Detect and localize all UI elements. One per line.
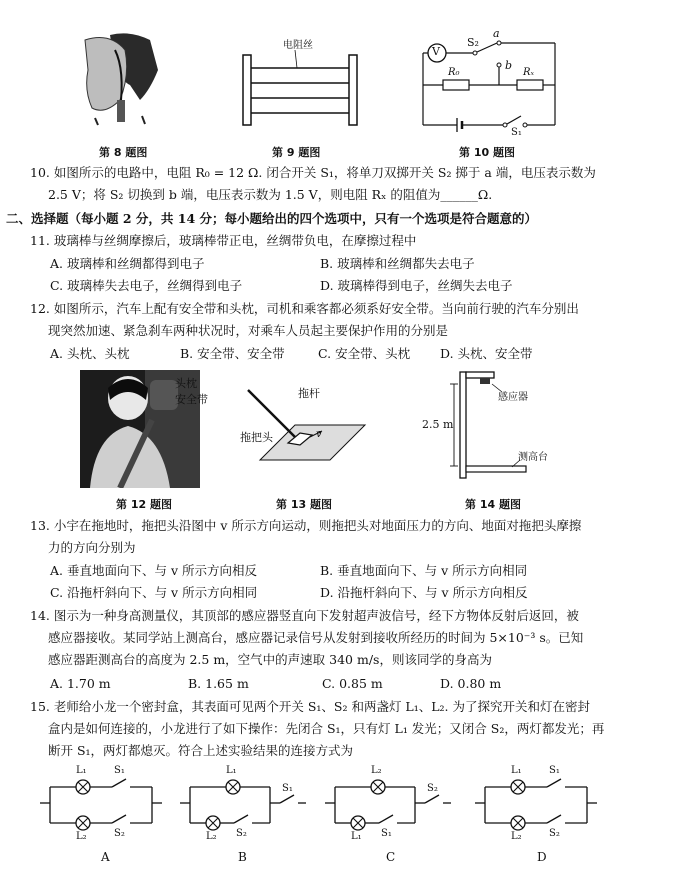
q15-circuit-a	[40, 765, 170, 845]
fig10-voltmeter-label: V	[432, 45, 440, 58]
q12-option-a: A. 头枕、头枕	[50, 346, 130, 361]
q15c-s2-label: S₂	[427, 783, 438, 794]
q12-line2: 现突然加速、紧急刹车两种状况时，对乘车人员起主要保护作用的分别是	[48, 323, 449, 338]
q13-option-b: B. 垂直地面向下、与 v 所示方向相同	[320, 563, 528, 578]
fig14-height-label: 2.5 m	[422, 418, 454, 431]
q15-option-c-label: C	[386, 850, 396, 864]
fig14-platform-label: 测高台	[518, 452, 548, 463]
q15-circuit-d	[475, 765, 605, 845]
fig12-headrest-label: 头枕	[175, 377, 197, 390]
q15-circuit-b	[180, 765, 310, 845]
q13-option-a: A. 垂直地面向下、与 v 所示方向相反	[50, 563, 257, 578]
q15a-s1-label: S₁	[114, 765, 125, 776]
fig10-r0-label: R₀	[448, 67, 460, 78]
q15d-s1-label: S₁	[549, 765, 560, 776]
fig10-b-label: b	[505, 59, 513, 72]
fig13-caption: 第 13 题图	[276, 498, 332, 511]
q10-line2: 2.5 V；将 S₂ 切换到 b 端，电压表示数为 1.5 V，则电阻 Rₓ 的阻值为______Ω.	[48, 187, 493, 202]
q15-option-a-label: A	[101, 850, 110, 864]
q15a-l1-label: L₁	[76, 765, 87, 776]
fig13-head-label: 拖把头	[240, 431, 273, 444]
q14-option-a: A. 1.70 m	[50, 676, 111, 691]
q12-option-b: B. 安全带、安全带	[180, 346, 285, 361]
q15b-l1-label: L₁	[226, 765, 237, 776]
q15-option-b-label: B	[238, 850, 247, 864]
q15d-l2-label: L₂	[511, 831, 522, 842]
fig14-caption: 第 14 题图	[465, 498, 521, 511]
fig12-seatbelt-label: 安全带	[175, 393, 208, 406]
q14-option-d: D. 0.80 m	[440, 676, 502, 691]
fig13-v-label: v	[316, 429, 322, 440]
q10-line1: 10. 如图所示的电路中，电阻 R₀ = 12 Ω. 闭合开关 S₁，将单刀双掷开关 S₂ 掷于 a 端，电压表示数为	[30, 165, 596, 180]
q13-line1: 13. 小宇在拖地时，拖把头沿图中 v 所示方向运动，则拖把头对地面压力的方向、地面对拖把头摩擦	[30, 518, 582, 533]
q11-option-b: B. 玻璃棒和丝绸都失去电子	[320, 256, 475, 271]
q11-stem: 11. 玻璃棒与丝绸摩擦后，玻璃棒带正电，丝绸带负电，在摩擦过程中	[30, 233, 417, 248]
q12-line1: 12. 如图所示，汽车上配有安全带和头枕，司机和乘客都必须系好安全带。当向前行驶的汽车分别出	[30, 301, 579, 316]
q11-option-d: D. 玻璃棒得到电子，丝绸失去电子	[320, 278, 513, 293]
q11-option-c: C. 玻璃棒失去电子，丝绸得到电子	[50, 278, 243, 293]
q14-line1: 14. 图示为一种身高测量仪，其顶部的感应器竖直向下发射超声波信号，经下方物体反射后返回，被	[30, 608, 579, 623]
fig9-caption: 第 9 题图	[272, 146, 321, 159]
q12-option-d: D. 头枕、安全带	[440, 346, 533, 361]
q14-line2: 感应器接收。某同学站上测高台，感应器记录信号从发射到接收所经历的时间为 5×10⁻³ s。已知	[48, 630, 584, 645]
q15a-l2-label: L₂	[76, 831, 87, 842]
fig10-caption: 第 10 题图	[459, 146, 515, 159]
fig10-circuit	[415, 25, 565, 140]
fig8-photo	[80, 30, 160, 130]
q11-option-a: A. 玻璃棒和丝绸都得到电子	[50, 256, 205, 271]
fig13-mop	[240, 385, 370, 475]
fig10-s2-label: S₂	[467, 36, 479, 49]
q15-line3: 断开 S₁，两灯都熄灭。符合上述实验结果的连接方式为	[48, 743, 354, 758]
fig10-rx-label: Rₓ	[523, 67, 535, 78]
fig10-s1-label: S₁	[511, 127, 522, 138]
fig8-caption: 第 8 题图	[99, 146, 148, 159]
q15c-l1-label: L₁	[351, 831, 362, 842]
q15b-s1-label: S₁	[282, 783, 293, 794]
q12-option-c: C. 安全带、头枕	[318, 346, 411, 361]
q15d-l1-label: L₁	[511, 765, 522, 776]
q15c-l2-label: L₂	[371, 765, 382, 776]
q14-line3: 感应器距测高台的高度为 2.5 m，空气中的声速取 340 m/s，则该同学的身高为	[48, 652, 492, 667]
fig10-a-label: a	[493, 27, 500, 40]
q15-line1: 15. 老师给小龙一个密封盒，其表面可见两个开关 S₁、S₂ 和两盏灯 L₁、L₂. 为了探究开关和灯在密封	[30, 699, 590, 714]
q13-option-d: D. 沿拖杆斜向下、与 v 所示方向相反	[320, 585, 528, 600]
q15-option-d-label: D	[537, 850, 547, 864]
fig14-height-meter	[420, 368, 570, 483]
q13-option-c: C. 沿拖杆斜向下、与 v 所示方向相同	[50, 585, 258, 600]
fig9-resistance-wire	[235, 35, 365, 130]
fig13-rod-label: 拖杆	[298, 387, 320, 400]
fig14-sensor-label: 感应器	[498, 392, 528, 403]
q14-option-c: C. 0.85 m	[322, 676, 383, 691]
q15a-s2-label: S₂	[114, 828, 125, 839]
section-2-heading: 二、选择题（每小题 2 分，共 14 分；每小题给出的四个选项中，只有一个选项是符合题意的）	[6, 211, 538, 226]
q15d-s2-label: S₂	[549, 828, 560, 839]
q13-line2: 力的方向分别为	[48, 540, 136, 555]
fig12-caption: 第 12 题图	[116, 498, 172, 511]
q15b-s2-label: S₂	[236, 828, 247, 839]
q14-option-b: B. 1.65 m	[188, 676, 249, 691]
q15-circuit-c	[325, 765, 455, 845]
q15b-l2-label: L₂	[206, 831, 217, 842]
q15-line2: 盒内是如何连接的，小龙进行了如下操作：先闭合 S₁，只有灯 L₁ 发光；又闭合 S₂，两灯都发光；再	[48, 721, 605, 736]
fig9-wire-label: 电阻丝	[283, 40, 313, 51]
q15c-s1-label: S₁	[381, 828, 392, 839]
